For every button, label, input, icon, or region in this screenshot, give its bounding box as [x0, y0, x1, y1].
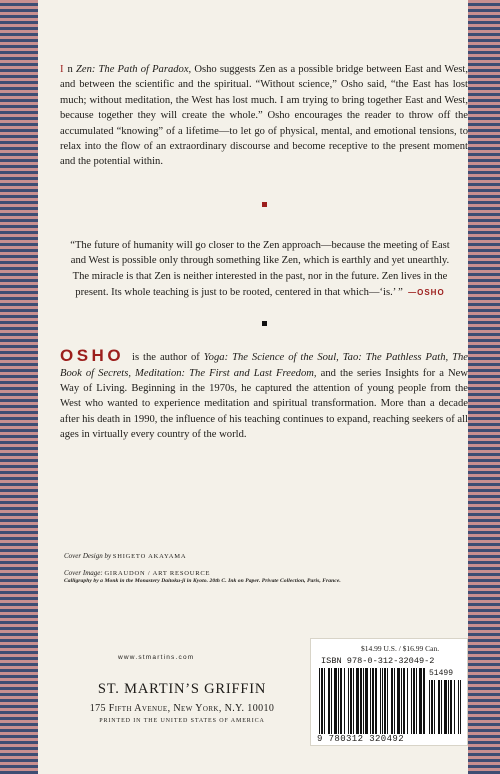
- author-bio: OSHO is the author of Yoga: The Science of the Soul, Tao: The Pathless Path, The Book of Secrets, Meditation: The First and Last Freedom, and the series Insights for a New Way of Living. Beginning in the 1970s, he captured the attention of young people from the West who wanted to experience meditation and spiritual transformation. More than a decade after his death in 1990, the influence of his teaching continues to expand, reaching seekers of all ages in virtually every country of the world.: [60, 346, 468, 441]
- price-code: 51499: [429, 669, 454, 678]
- intro-paragraph: I n Zen: The Path of Paradox, Osho suggests Zen as a possible bridge between East and West, and between the scientific and the spiritual. “Without science,” Osho said, “the East has lost much; without meditation, the West has lost much. I am trying to bring together East and West, because together they will create the whole.” Osho encourages the reader to throw off the accumulated “knowing” of a lifetime—to let go of physical, mental, and emotional tensions, to relax into the flow of an extraordinary discourse and become receptive to the present moment and the potential within.: [60, 64, 468, 168]
- author-name: OSHO: [60, 346, 125, 366]
- author-works: Yoga: The Science of the Soul, Tao: The Pathless Path, The Book of Secrets, Meditation: The First and Last Freedom,: [60, 352, 468, 379]
- ean-barcode: [319, 668, 425, 734]
- red-square-ornament: [262, 202, 267, 207]
- cover-image-credit: Cover Image: GIRAUDON / ART RESOURCE: [64, 569, 211, 577]
- ean-number: 9 780312 320492: [317, 734, 405, 744]
- back-cover-text: [60, 62, 468, 443]
- osho-quote: “The future of humanity will go closer to the Zen approach—because the meeting of East and West is possible only through something like Zen, which is earthly and yet unearthly. The miracle is that Zen is neither interested in the past, nor in the future. Zen lives in the present. Its whole teaching is just to be rooted, centered in that which—‘is.’ ” —OSHO: [70, 239, 450, 298]
- publisher-name: ST. MARTIN’S GRIFFIN: [97, 681, 267, 697]
- quote-attribution: —OSHO: [408, 287, 445, 297]
- drop-cap: I: [60, 64, 64, 75]
- price-label: $14.99 U.S. / $16.99 Can.: [361, 644, 440, 653]
- supplement-barcode: [429, 680, 461, 734]
- isbn-label: ISBN 978-0-312-32049-2: [321, 656, 435, 666]
- publisher-address: 175 Fifth Avenue, New York, N.Y. 10010: [89, 703, 275, 714]
- calligraphy-credit: Calligraphy by a Monk in the Monastery Daitoku-ji in Kyoto. 20th C. Ink on Paper. Private Collection, Paris, France.: [64, 578, 341, 584]
- barcode-panel: [310, 638, 468, 746]
- printed-in: PRINTED IN THE UNITED STATES OF AMERICA: [99, 718, 265, 724]
- publisher-block: [62, 681, 302, 724]
- book-title: Zen: The Path of Paradox,: [75, 64, 192, 75]
- right-stripe-border: [468, 0, 500, 774]
- cover-design-credit: Cover Design by SHIGETO AKAYAMA: [64, 552, 187, 560]
- black-square-ornament: [262, 321, 267, 326]
- left-stripe-border: [0, 0, 38, 774]
- website-url[interactable]: www.stmartins.com: [118, 654, 195, 661]
- cover-credits: [64, 552, 474, 584]
